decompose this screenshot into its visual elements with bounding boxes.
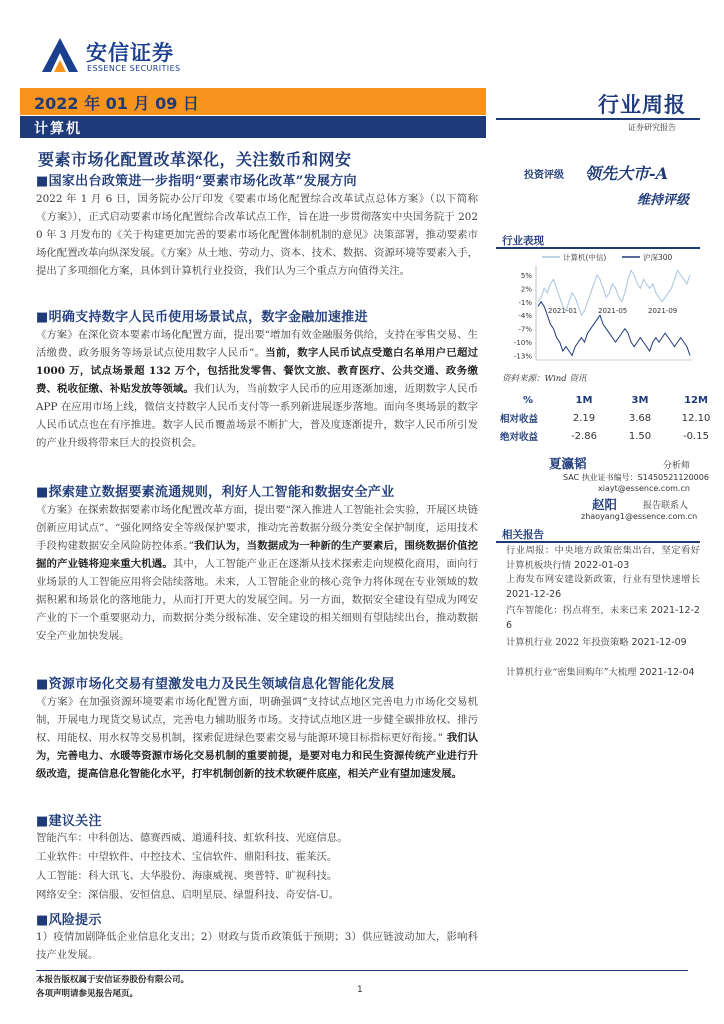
related-title: 相关报告	[502, 529, 544, 541]
date-band	[20, 88, 486, 115]
section-heading-risks: ■风险提示	[36, 913, 102, 928]
row-label: 相对收益	[500, 414, 539, 425]
analyst-name: 夏瀛韬	[549, 456, 587, 471]
company-logo	[40, 36, 200, 76]
y-tick-label: -7%	[518, 325, 532, 334]
report-headline: 要素市场化配置改革深化，关注数币和网安	[38, 150, 352, 169]
document-type: 行业周报	[598, 93, 686, 117]
table-cell: 2.19	[572, 412, 596, 424]
resources-policy-text: 《方案》在加强资源环境要素市场化配置方面，明确强调“支持试点地区完善电力市场化交易机制，开展电力现货交易试点，完善电力辅助服务市场。支持试点地区进一步健全碳排放权、排污权、用能权、用水权等交易机制，探索促进绿色要素交易与能源环境目标指标更好衔接。”	[36, 696, 478, 744]
section-body-policy: 2022 年 1 月 6 日，国务院办公厅印发《要素市场化配置综合改革试点总体方案》（以下简称《方案》），正式启动要素市场化配置综合改革试点工作，旨在进一步贯彻落实中央国务院于 2020 年 3 月发布的《关于构建更加完善的要素市场化配置体制机制的意见》决策部署，推动要素市场化配置改革向纵深发展。《方案》从土地、劳动力、资本、技术、数据、资源环境等要素入手，提出了多项细化方案，具体到计算机行业投资，我们认为三个重点方向值得关注。	[36, 193, 478, 277]
section-body-resources	[36, 693, 478, 783]
x-tick-label: 2021-05	[598, 306, 628, 315]
analyst-email[interactable]: xiayt@essence.com.cn	[598, 484, 690, 493]
related-report[interactable]: 计算机行业“密集回购年”大梳理 2021-12-04	[506, 667, 695, 678]
contact-name: 赵阳	[592, 497, 618, 512]
logo-name-cn: 安信证券	[86, 41, 174, 65]
header-cell: 1M	[575, 395, 593, 406]
sector-band	[20, 116, 486, 138]
table-cell: 12.10	[681, 412, 711, 424]
rating-maintained: 维持评级	[637, 193, 690, 208]
y-tick-label: -1%	[518, 298, 532, 307]
section-heading-picks: ■建议关注	[36, 814, 102, 829]
header-cell: 12M	[684, 395, 708, 406]
logo-mark-icon	[40, 36, 80, 74]
doctype-divider	[496, 118, 700, 120]
performance-chart	[502, 248, 698, 366]
ecny-highlight-text: 当前，数字人民币试点受邀白名单用户已超过 1000 万，试点场景超 132 万个，包括批发零售、餐饮文旅、教育医疗、公共交通、政务缴费、税收征缴、补贴发放等领域。	[36, 347, 479, 395]
header-cell: 3M	[631, 395, 649, 406]
section-body-ecny	[36, 326, 478, 452]
section-heading-resources: ■资源市场化交易有望激发电力及民生领域信息化智能化发展	[36, 677, 395, 692]
performance-header-row	[500, 392, 724, 409]
table-cell: 3.68	[628, 412, 652, 424]
ecny-policy-text: 《方案》在深化资本要素市场化配置方面，提出要“增加有效金融服务供给，支持在零售交易、生活缴费、政务服务等场景试点使用数字人民币”。	[36, 329, 478, 359]
pick-item: 智能汽车：中科创达、德赛西威、道通科技、虹软科技、光庭信息。	[36, 832, 348, 844]
rating-label: 投资评级	[524, 170, 564, 181]
y-tick-label: 2%	[520, 285, 532, 294]
y-tick-label: -4%	[518, 312, 532, 321]
rating-value: 领先大市-A	[585, 164, 669, 183]
related-divider	[496, 541, 700, 543]
x-tick-label: 2021-01	[548, 306, 578, 315]
related-report[interactable]: 汽车智能化：拐点将至，未来已来 2021-12-26	[506, 605, 700, 631]
y-tick-label: -13%	[513, 352, 532, 361]
table-cell: 1.50	[628, 430, 652, 442]
related-report[interactable]: 上海发布网安建设新政策，行业有望快速增长 2021-12-26	[506, 574, 700, 600]
sector-label: 计算机	[34, 121, 82, 137]
row-label: 绝对收益	[500, 432, 539, 443]
section-body-data	[36, 501, 478, 645]
table-row	[500, 427, 724, 445]
data-highlight-text: 我们认为，当数据成为一种新的生产要素后，围绕数据价值挖掘的产业链将迎来重大机遇。	[36, 540, 478, 570]
analyst-role: 分析师	[663, 461, 691, 471]
table-row	[500, 409, 724, 427]
contact-role: 报告联系人	[643, 501, 689, 511]
document-subtype: 证券研究报告	[628, 123, 676, 132]
contact-email[interactable]: zhaoyang1@essence.com.cn	[581, 512, 698, 521]
section-heading-data: ■探索建立数据要素流通规则，利好人工智能和数据安全产业	[36, 485, 395, 500]
chart-source: 资料来源：Wind 资讯	[502, 374, 587, 384]
related-report[interactable]: 计算机行业 2022 年投资策略 2021-12-09	[506, 637, 687, 648]
data-view-text: 其中，人工智能产业正在逐渐从技术探索走向规模化商用，面向行业场景的人工智能应用将会陆续落地。未来，人工智能企业的核心竞争力将体现在专业领域的数据积累和场景化的落地能力，从而打开更大的发展空间。另一方面，数据安全建设有望成为网安产业的下一个重要驱动力，而数据分类分级标准、安全建设的相关细则有望陆续出台，推动数据安全产业加快发展。	[36, 558, 479, 642]
logo-name-en: ESSENCE SECURITIES	[87, 64, 181, 73]
footer-divider	[36, 970, 688, 971]
section-heading-ecny: ■明确支持数字人民币使用场景试点，数字金融加速推进	[36, 310, 368, 325]
resources-highlight-text: 我们认为，完善电力、水暖等资源市场化交易机制的重要前提，是要对电力和民生资源传统产业进行升级改造，提高信息化智能化水平，打牢机制创新的技术软硬件底座，相关产业有望加速发展。	[36, 732, 479, 780]
x-tick-label: 2021-09	[648, 306, 678, 315]
analyst-cert: SAC 执业证书编号：S1450521120006	[563, 473, 709, 482]
footer-disclaimer: 各项声明请参见报告尾页。	[36, 989, 139, 999]
y-tick-label: 5%	[520, 271, 532, 280]
report-date: 2022 年 01 月 09 日	[34, 94, 199, 113]
pick-item: 网络安全：深信服、安恒信息、启明星辰、绿盟科技、奇安信-U。	[36, 889, 340, 901]
section-body-risks: 1）疫情加剧降低企业信息化支出；2）财政与货币政策低于预期；3）供应链波动加大，影响科技产业发展。	[36, 931, 478, 961]
table-cell: -0.15	[683, 430, 709, 442]
pick-item: 人工智能：科大讯飞、大华股份、海康威视、奥普特、旷视科技。	[36, 870, 338, 882]
footer-copyright: 本报告版权属于安信证券股份有限公司。	[36, 975, 190, 985]
performance-title: 行业表现	[502, 235, 544, 247]
page-number: 1	[357, 985, 363, 995]
pick-item: 工业软件：中望软件、中控技术、宝信软件、鼎阳科技、霍莱沃。	[36, 851, 338, 863]
ecny-view-text: 我们认为，当前数字人民币的应用逐渐加速，近期数字人民币 APP 在应用市场上线，微信支持数字人民币支付等一系列新进展逐步落地。面向冬奥场景的数字人民币试点也在有序推进。数字人民币覆盖场景不断扩大，普及度逐渐提升，数字人民币所引发的产业升级将带来巨大的投资机会。	[36, 383, 478, 449]
table-cell: -2.86	[571, 430, 597, 442]
related-report[interactable]: 行业周报：中央地方政策密集出台，坚定看好计算机板块行情 2022-01-03	[506, 545, 700, 571]
header-cell: %	[522, 395, 534, 406]
section-heading-policy: ■国家出台政策进一步指明“要素市场化改革”发展方向	[36, 174, 357, 189]
data-policy-text: 《方案》在探索数据要素市场化配置改革方面，提出要“深入推进人工智能社会实验，开展区块链创新应用试点”、“强化网络安全等级保护要求，推动完善数据分级分类安全保护制度，运用技术手段构建数据安全风险防控体系。”	[36, 504, 478, 552]
performance-table	[500, 392, 724, 445]
legend-label: 沪深300	[643, 253, 673, 262]
y-tick-label: -10%	[513, 339, 532, 348]
legend-label: 计算机(中信)	[563, 253, 607, 262]
